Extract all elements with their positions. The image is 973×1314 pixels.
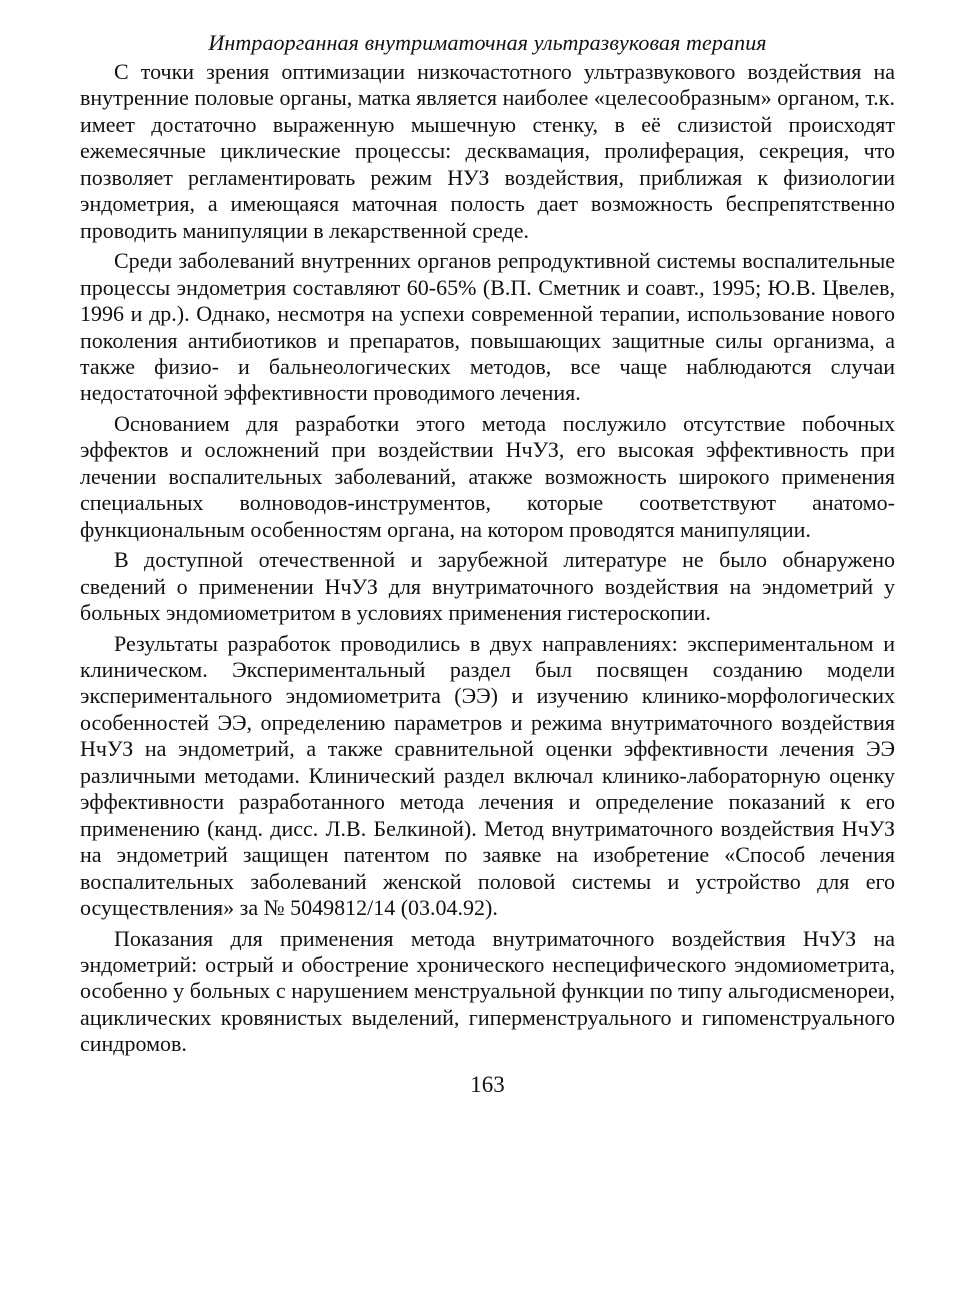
paragraph-2: Среди заболеваний внутренних органов репродуктивной системы воспалительные процессы эндометрия составляют 60-65% (В.П. Сметник и соавт., 1995; Ю.В. Цвелев, 1996 и др.). Однако, несмотря на успехи современной терапии, использование нового поколения антибиотиков и препаратов, повышающих защитные силы организма, а также физио- и бальнеологических методов, все чаще наблюдаются случаи недостаточной эффективности проводимого лечения. [80,248,895,406]
paragraph-3: Основанием для разработки этого метода послужило отсутствие побочных эффектов и осложнений при воздействии НчУЗ, его высокая эффективность при лечении воспалительных заболеваний, атакже возможность широкого применения специальных волноводов-инструментов, которые соответствуют анатомо-функциональным особенностям органа, на котором проводятся манипуляции. [80,410,895,542]
paragraph-4: В доступной отечественной и зарубежной литературе не было обнаружено сведений о применении НчУЗ для внутриматочного воздействия на эндометрий у больных эндомиометритом в условиях применения гистероскопии. [80,547,895,626]
book-page [80,28,895,1100]
paragraph-1: С точки зрения оптимизации низкочастотного ультразвукового воздействия на внутренние половые органы, матка является наиболее «целесообразным» органом, т.к. имеет достаточно выраженную мышечную стенку, в её слизистой происходят ежемесячные циклические процессы: десквамация, пролиферация, секреция, что позволяет регламентировать режим НУЗ воздействия, приближая к физиологии эндометрия, а имеющаяся маточная полость дает возможность беспрепятственно проводить манипуляции в лекарственной среде. [80,59,895,243]
paragraph-6: Показания для применения метода внутриматочного воздействия НчУЗ на эндометрий: острый и обострение хронического неспецифического эндомиометрита, особенно у больных с нарушением менструальной функции по типу альгодисменореи, ациклических кровянистых выделений, гиперменструального и гипоменструального синдромов. [80,925,895,1057]
page-number: 163 [470,1071,505,1097]
paragraph-5: Результаты разработок проводились в двух направлениях: экспериментальном и клиническом. Экспериментальный раздел был посвящен созданию модели экспериментального эндомиометрита (ЭЭ) и изучению клинико-морфологических особенностей ЭЭ, определению параметров и режима внутриматочного воздействия НчУЗ на эндометрий, а также сравнительной оценки эффективности лечения ЭЭ различными методами. Клинический раздел включал клинико-лабораторную оценку эффективности разработанного метода лечения и определение показаний к его применению (канд. дисс. Л.В. Белкиной). Метод внутриматочного воздействия НчУЗ на эндометрий защищен патентом по заявке на изобретение «Способ лечения воспалительных заболеваний женской половой системы и устройство для его осуществления» за № 5049812/14 (03.04.92). [80,630,895,921]
running-head: Интраорганная внутриматочная ультразвуковая терапия [208,30,767,55]
